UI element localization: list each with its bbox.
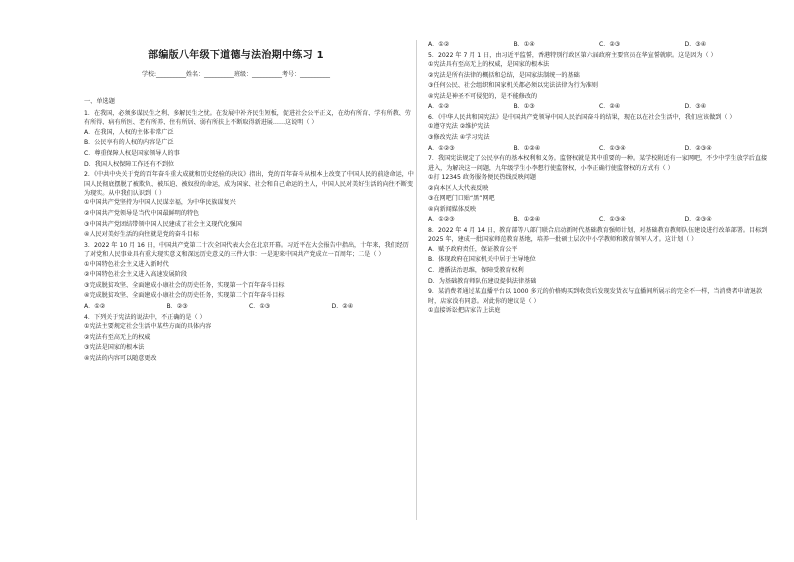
option: ②宪法有至高无上的权威 [84,333,151,341]
choice-b: B．①③ [513,103,535,111]
question-text: 1．在我国，必须多谋民生之利、多解民生之忧。在发展中补齐民生短板，促进社会公平正义，在幼有所育、学有所教、劳有所得、病有所医、老有所养、住有所居、弱有所扶上不断取得新进展……这说明（ ） [84,110,411,127]
choice-b: B．①②④ [513,144,541,152]
option: D．为基础教育师队伍建设提供法律基础 [428,277,537,285]
question-9 [428,287,770,316]
question-2 [84,170,414,241]
question-text: 5．2022 年 7 月 1 日，由习近平监誓，香港特别行政区第六届政府主要官员在华宣誓就职。这是因为（ ） [428,51,717,59]
choice-c: C．①③④ [599,216,626,224]
option: D．我国人权保障工作还有不到位 [84,160,175,168]
choice-d: D．②④ [331,302,354,310]
choice-b: B．②③ [166,302,188,310]
question-1 [84,109,414,170]
question-text: 9．某消费者通过某直播平台以 1000 多元的价格购买到收货后发现发货衣与直播间所展示的完全不一样，当消费者申请退款时，店家没有同意。对此你的建议是（ ） [428,288,763,305]
answer-choices [84,302,414,313]
option: A．赋予政府责任，保证教育公平 [428,245,518,253]
answer-choices [428,102,770,113]
option: ①遵守宪法 ②维护宪法 [428,123,490,131]
option: ④向新闻媒体反映 [428,205,477,213]
option: B．体现政府在国家机关中居于主导地位 [428,256,536,264]
option: B．公民享有的人权的内容是广泛 [84,139,174,147]
option: ②中国特色社会主义进入高速发展阶段 [84,271,187,279]
option: ②宪法是所有法律的概括和总结，是国家法制统一的基础 [428,71,580,79]
choice-c: C．①③④ [599,144,626,152]
question-text: 8．2022 年 4 月 14 日，教育部等八部门联合启动新时代基础教育强师计划，对基础教育教师队伍建设进行改革部署。目标到 2025 年，建成一批国家师范教育基地，培养一批硕士层次中小学教师和教育领军人才。这计划（ ） [428,226,768,244]
option: A．在我国，人权的主体非常广泛 [84,128,174,136]
option: C．尊重保障人权是国家领导人的事 [84,150,180,157]
option: ②向本区人大代表反映 [428,184,489,192]
answer-choices [428,144,770,155]
option: C．遵循法治思维，保障受教育权利 [428,266,524,274]
option: ①宪法主要规定社会生活中某些方面的具体内容 [84,322,212,330]
option: ①中国特色社会主义进入新时代 [84,260,169,268]
page-title: 部编版八年级下道德与法治期中练习 1 [148,50,324,61]
choice-b: B．①②④ [513,216,541,224]
option: ④完成脱贫攻坚、全面建成小康社会的历史任务，实现第二个百年奋斗目标 [84,292,285,300]
choice-b: B．①④ [513,41,535,48]
question-5 [428,51,770,113]
option: ②中国共产党领导是当代中国最鲜明的特色 [84,210,200,217]
choice-a: A．①② [428,103,450,111]
choice-d: D．③④ [684,41,707,48]
option: ③宪法是国家的根本法 [84,344,145,352]
choice-a: A．①②③ [428,216,455,224]
option: ④宪法的内容可以随意更改 [84,354,157,362]
question-text: 3．2022 年 10 月 16 日，中国共产党第二十次全国代表大会在北京开幕。习近平在大会报告中指出，十年来，我们经历了对党和人民事业具有重大现实意义和深远历史意义的三件大事：一是迎来中国共产党成立一百周年；二是（ ） [84,241,409,259]
choice-d: D．③④ [684,103,707,111]
choice-d: D．②③④ [684,216,712,224]
option: ③修改宪法 ④学习宪法 [428,133,490,141]
option: ③在网吧门口贴“黑”网吧 [428,195,495,203]
choice-c: C．②④ [599,103,621,111]
option: ④人民对美好生活的向往就是党的奋斗目标 [84,231,200,239]
choice-a: A．①② [428,41,450,48]
question-6 [428,113,770,154]
question-8 [428,226,770,287]
question-7 [428,154,770,226]
answer-choices [428,215,770,226]
choice-c: C．①③ [249,302,271,310]
option: ①打 12345 政务服务便民热线反映问题 [428,173,536,181]
student-info-line: 学校:__________姓名：__________班级：__________考号：__________ [141,71,331,78]
question-4 [84,313,414,365]
option: ①中国共产党坚持为中国人民谋幸福，为中华民族谋复兴 [84,199,236,207]
question-text: 4．下列关于宪法的说法中，不正确的是（ ） [84,313,206,321]
column-divider [416,40,417,520]
question-3 [84,241,414,313]
choice-d: D．②③④ [684,144,712,152]
question-text: 2．《中共中央关于党的百年奋斗重大成就和历史经验的决议》指出，党的百年奋斗从根本上改变了中国人民的前途命运，中国人民彻底摆脱了被欺负、被压迫、被奴役的命运，成为国家、社会和自己命运的主人，中国人民对美好生活的向往不断变为现实。从中我们认识到（ ） [84,171,414,197]
question-text: 7．我国宪法规定了公民享有的基本权利和义务。监督权就是其中重要的一种。某学校附近有一家网吧，不少中学生放学后直接进入，为解决这一问题，九年级学生小李想行使监督权，小李正确行使监督权的方式有（ ） [428,155,768,172]
option: ①直接诉讼把店家告上法庭 [428,306,501,314]
option: ③中国共产党团结带领中国人民建成了社会主义现代化强国 [84,220,242,228]
choice-a: A．①② [84,302,106,310]
section-heading: 一、单选题 [84,98,115,105]
option: ④宪法是神圣不可侵犯的，是不能修改的 [428,92,538,100]
right-column [420,0,794,562]
option: ③完成脱贫攻坚、全面建成小康社会的历史任务，实现第一个百年奋斗目标 [84,281,285,289]
choice-c: C．②③ [599,41,621,48]
option: ①宪法具有至高无上的权威，是国家的根本法 [428,61,550,68]
choice-a: A．①②③ [428,144,455,152]
option: ③任何公民、社会组织和国家机关都必须以宪法法律为行为准则 [428,82,598,90]
question-text: 6．《中华人民共和国宪法》是中国共产党领导中国人民治国奋斗的结果，现在以在社会生活中，我们应该做到（ ） [428,113,736,121]
answer-choices [428,40,770,51]
